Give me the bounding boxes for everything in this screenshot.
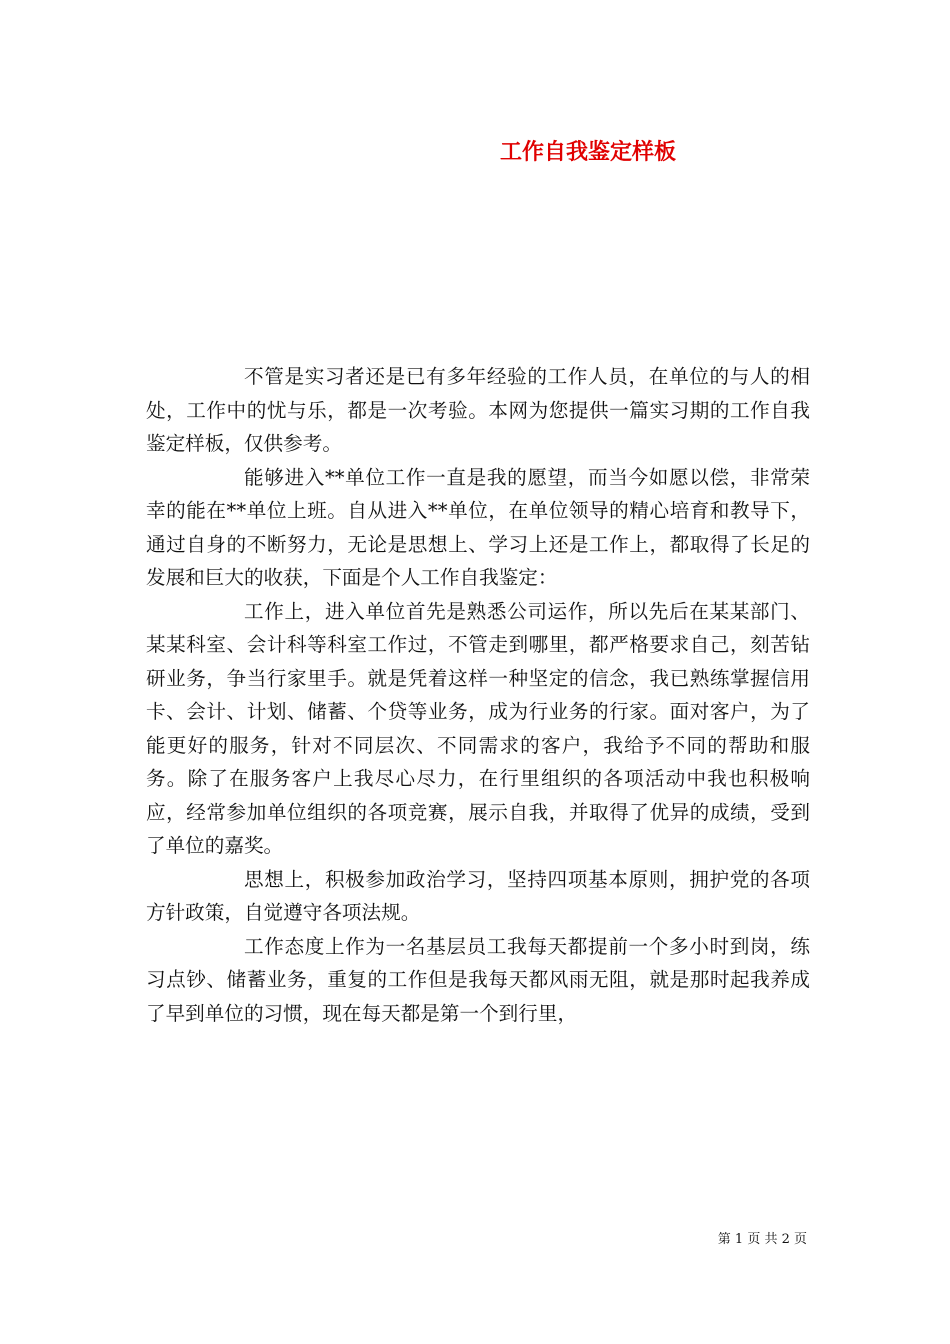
document-title: 工作自我鉴定样板 — [499, 139, 676, 165]
paragraph-intro: 不管是实习者还是已有多年经验的工作人员，在单位的与人的相处，工作中的忧与乐，都是一次考验。本网为您提供一篇实习期的工作自我鉴定样板，仅供参考。 — [146, 365, 810, 455]
paragraph-thought: 思想上，积极参加政治学习，坚持四项基本原则，拥护党的各项方针政策，自觉遵守各项法规。 — [146, 867, 810, 924]
document-body — [146, 360, 810, 1030]
paragraph-work: 工作上，进入单位首先是熟悉公司运作，所以先后在某某部门、某某科室、会计科等科室工作过，不管走到哪里，都严格要求自己，刻苦钻研业务，争当行家里手。就是凭着这样一种坚定的信念，我已熟练掌握信用卡、会计、计划、储蓄、个贷等业务，成为行业务的行家。面对客户，为了能更好的服务，针对不同层次、不同需求的客户，我给予不同的帮助和服务。除了在服务客户上我尽心尽力，在行里组织的各项活动中我也积极响应，经常参加单位组织的各项竞赛，展示自我，并取得了优异的成绩，受到了单位的嘉奖。 — [146, 599, 810, 857]
paragraph-attitude: 工作态度上作为一名基层员工我每天都提前一个多小时到岗，练习点钞、储蓄业务，重复的工作但是我每天都风雨无阻，就是那时起我养成了早到单位的习惯，现在每天都是第一个到行里， — [146, 934, 810, 1025]
paragraph-opening: 能够进入**单位工作一直是我的愿望，而当今如愿以偿，非常荣幸的能在**单位上班。自从进入**单位，在单位领导的精心培育和教导下，通过自身的不断努力，无论是思想上、学习上还是工作上，都取得了长足的发展和巨大的收获，下面是个人工作自我鉴定： — [146, 465, 810, 589]
page-number-footer: 第 1 页 共 2 页 — [717, 1232, 807, 1247]
